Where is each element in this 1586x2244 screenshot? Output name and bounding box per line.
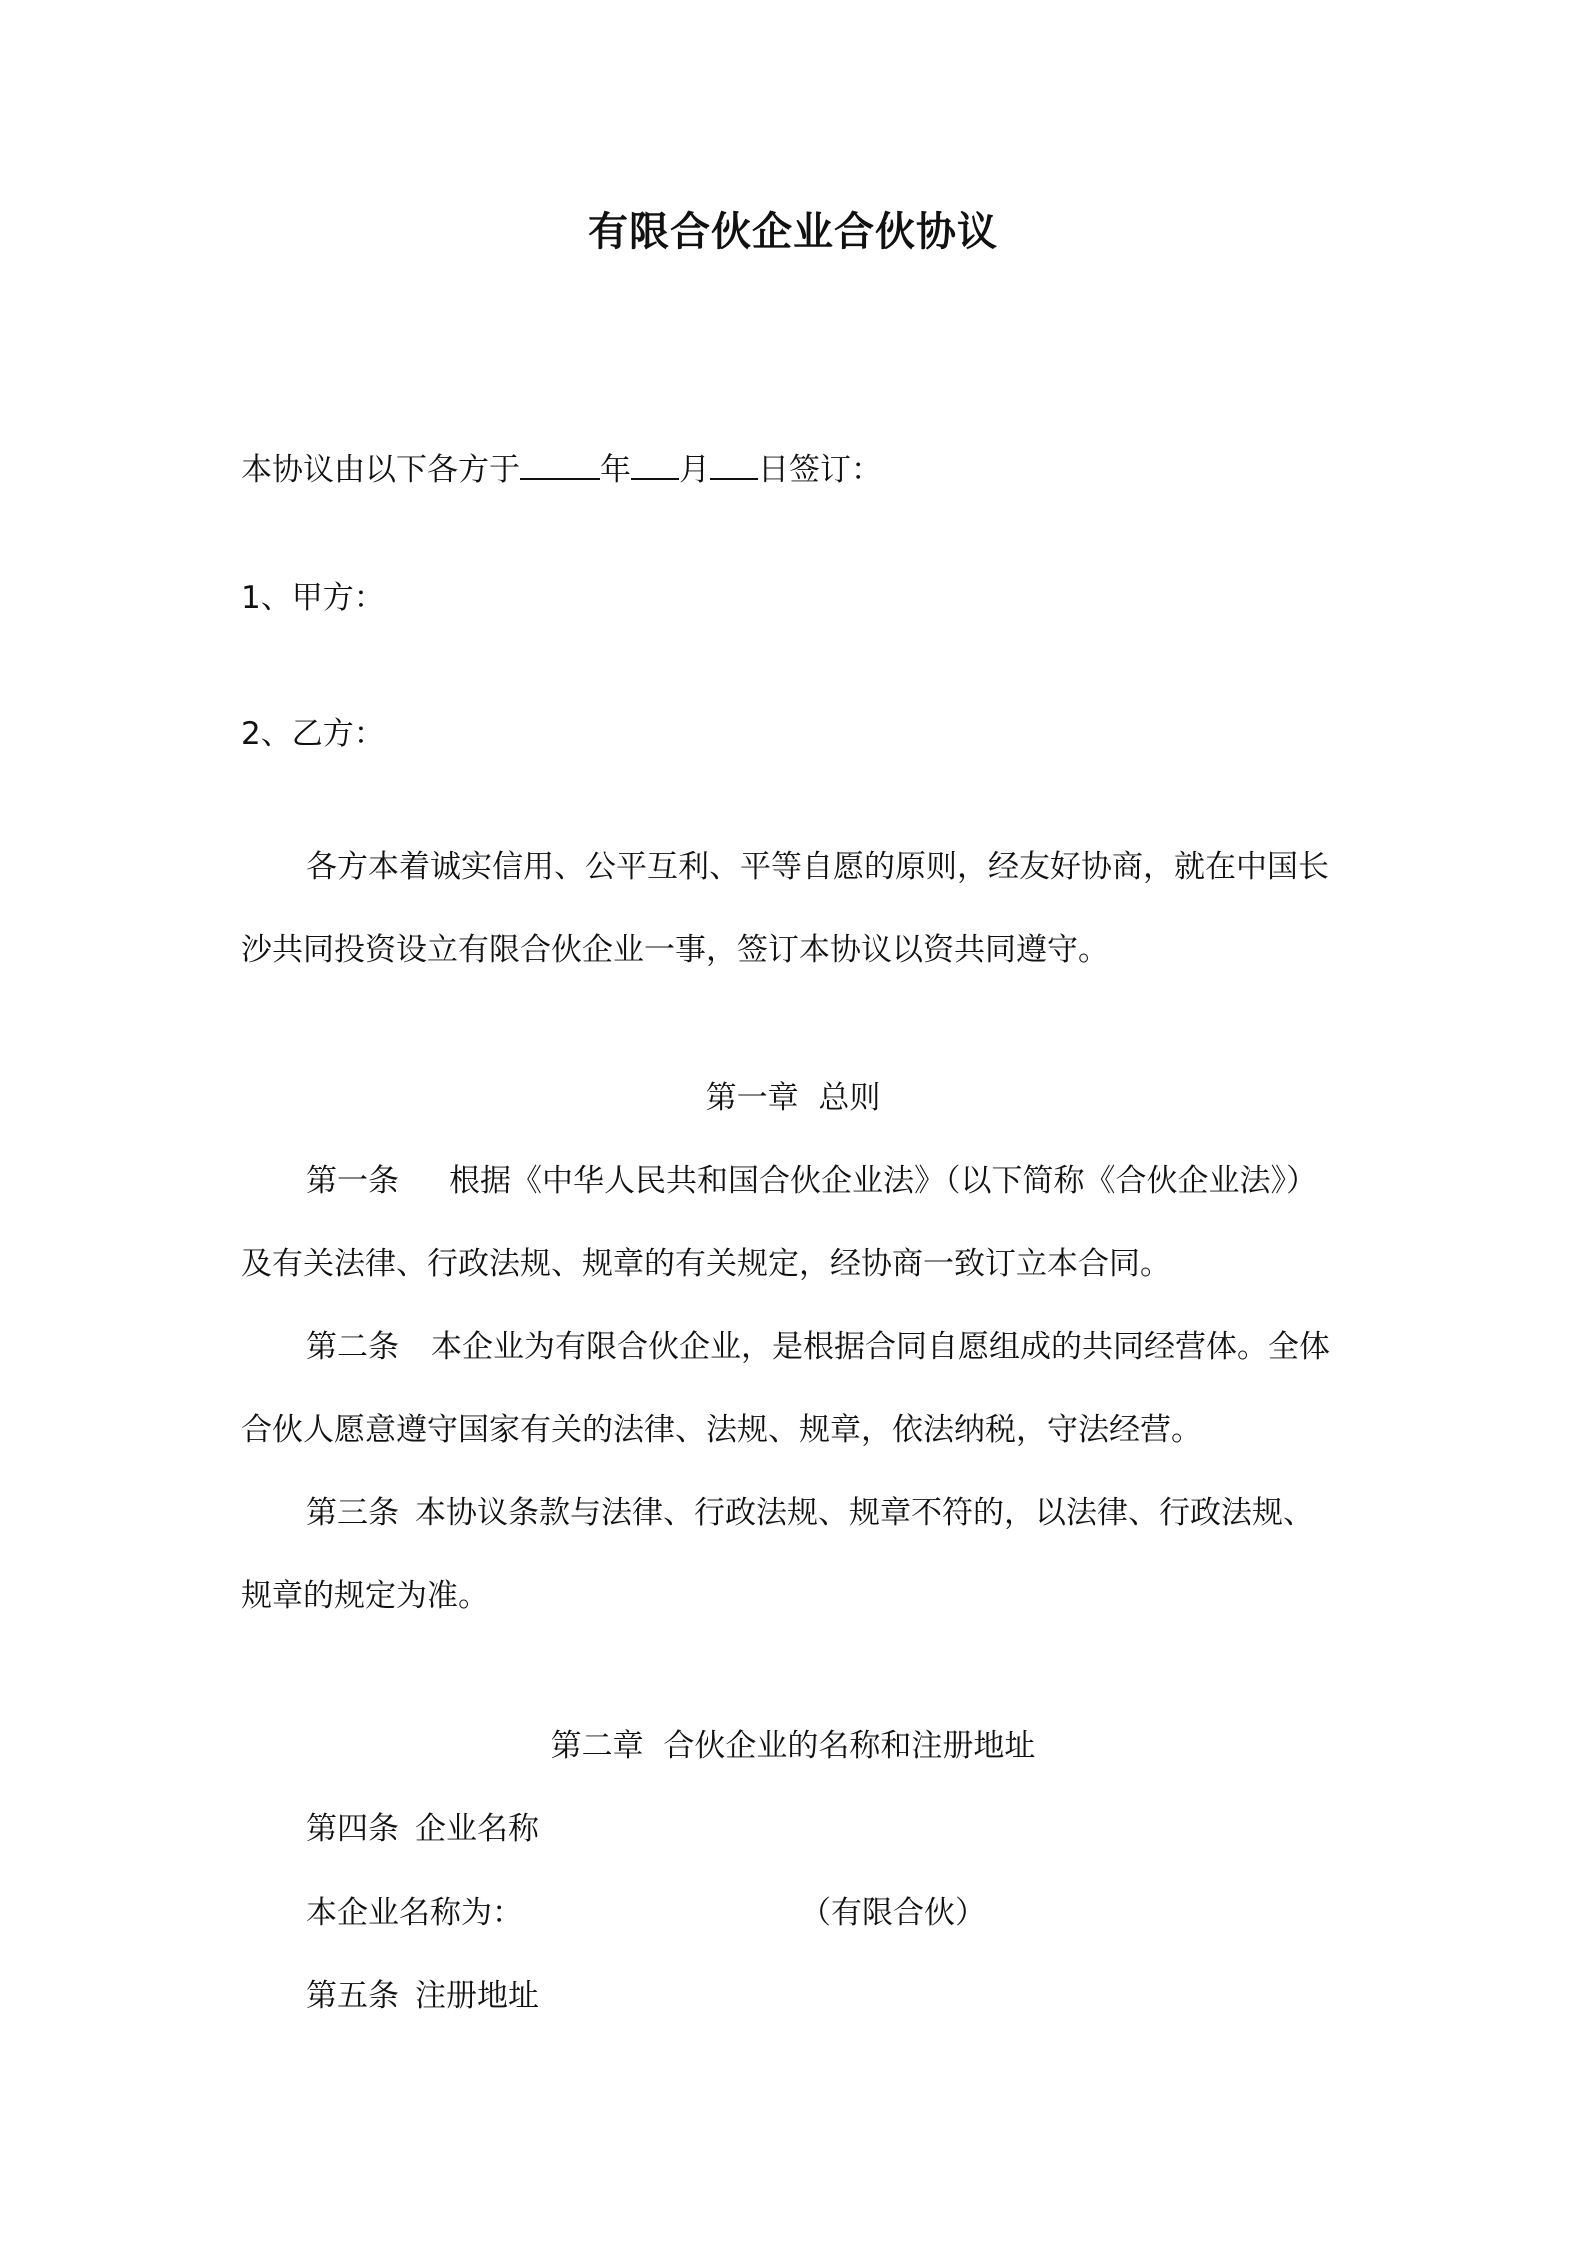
article-1-text-1: 根据《中华人民共和国合伙企业法》（以下简称《合伙企业法》） (449, 1163, 1317, 1199)
article-5-heading (306, 1976, 539, 2016)
document-title: 有限合伙企业合伙协议 (588, 209, 998, 255)
article-3-label: 第三条 (306, 1495, 399, 1531)
article-1-line-1 (306, 1161, 1317, 1201)
signing-date-line (241, 446, 882, 490)
chapter-1-name: 总则 (818, 1080, 881, 1116)
day-blank (710, 446, 758, 480)
chapter-2-heading (0, 1726, 1586, 1766)
article-2-label: 第二条 (306, 1329, 399, 1365)
enterprise-name-suffix: （有限合伙） (800, 1895, 986, 1931)
day-label: 日签订： (758, 452, 882, 488)
chapter-2-name: 合伙企业的名称和注册地址 (663, 1728, 1036, 1764)
enterprise-name-label: 本企业名称为： (306, 1895, 523, 1931)
article-2-line-2: 合伙人愿意遵守国家有关的法律、法规、规章，依法纳税，守法经营。 (241, 1412, 1202, 1448)
chapter-2-number: 第二章 (550, 1728, 644, 1764)
chapter-1-number: 第一章 (705, 1080, 799, 1116)
preamble-line-1: 各方本着诚实信用、公平互利、平等自愿的原则，经友好协商，就在中国长 (306, 849, 1329, 885)
article-3-line-2: 规章的规定为准。 (241, 1578, 489, 1614)
article-4-heading (306, 1809, 539, 1849)
enterprise-name-line (306, 1893, 523, 1933)
year-label: 年 (600, 452, 631, 488)
article-3-line-1 (306, 1493, 1314, 1533)
article-5-label: 第五条 (306, 1978, 399, 2014)
year-blank (520, 446, 600, 480)
party-b-line: 2、乙方： (241, 716, 385, 752)
article-2-text-1: 本企业为有限合伙企业，是根据合同自愿组成的共同经营体。全体 (431, 1329, 1330, 1365)
article-2-line-1 (306, 1327, 1330, 1367)
month-blank (631, 446, 679, 480)
signing-prefix: 本协议由以下各方于 (241, 452, 520, 488)
preamble-line-2: 沙共同投资设立有限合伙企业一事，签订本协议以资共同遵守。 (241, 932, 1109, 968)
month-label: 月 (679, 452, 710, 488)
party-a-line: 1、甲方： (241, 580, 385, 616)
article-4-name: 企业名称 (415, 1811, 539, 1847)
article-5-name: 注册地址 (415, 1978, 539, 2014)
article-1-line-2: 及有关法律、行政法规、规章的有关规定，经协商一致订立本合同。 (241, 1246, 1171, 1282)
chapter-1-heading (0, 1078, 1586, 1118)
article-3-text-1: 本协议条款与法律、行政法规、规章不符的，以法律、行政法规、 (415, 1495, 1314, 1531)
article-4-label: 第四条 (306, 1811, 399, 1847)
article-1-label: 第一条 (306, 1163, 399, 1199)
